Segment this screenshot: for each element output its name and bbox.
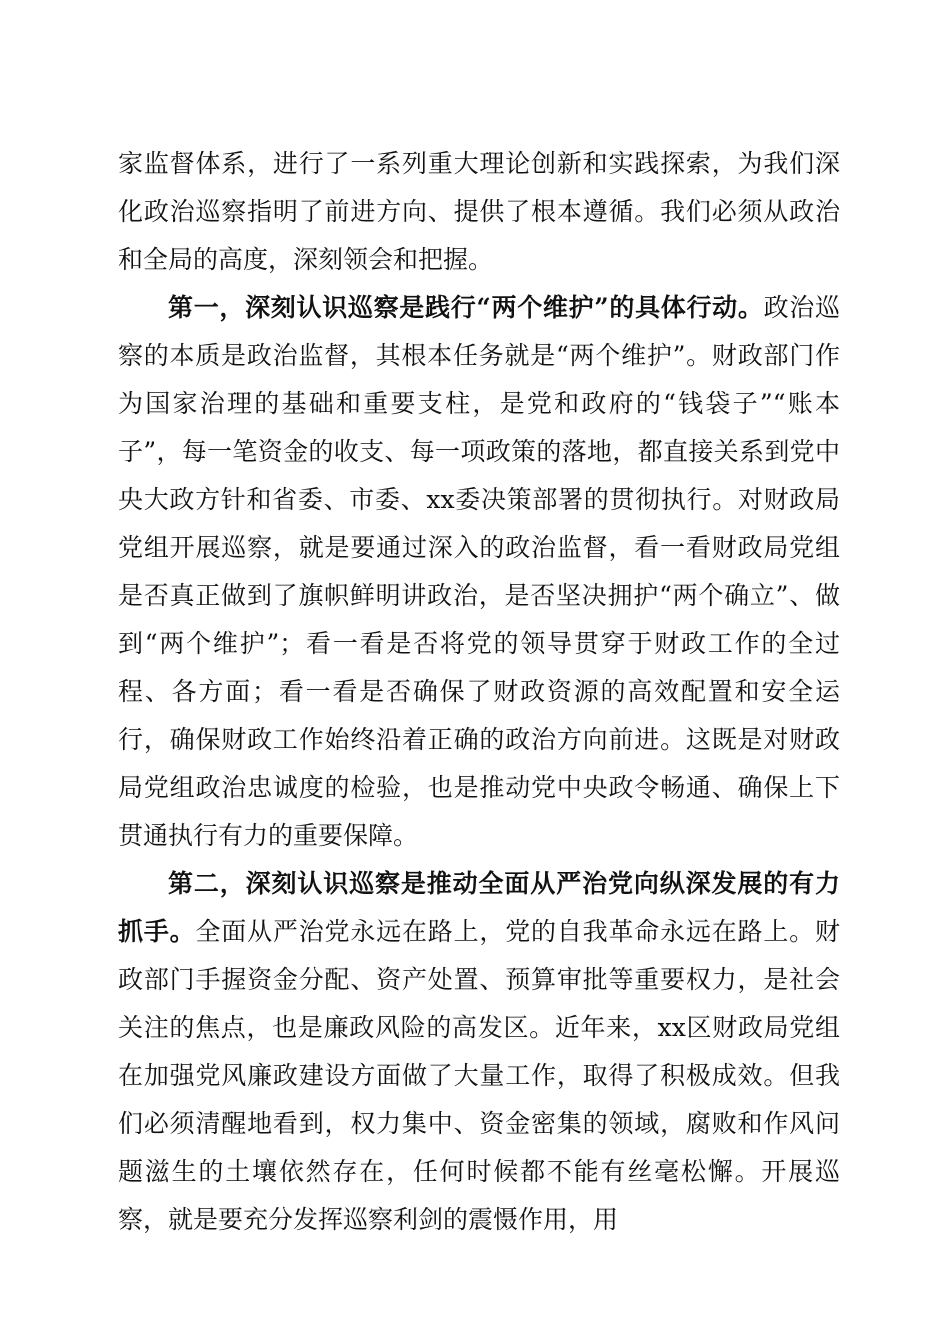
paragraph-second-point bbox=[118, 860, 840, 1244]
paragraph-heading: 第一，深刻认识巡察是践行“两个维护”的具体行动。 bbox=[168, 293, 764, 322]
paragraph-continuation bbox=[118, 140, 840, 284]
paragraph-text: 政治巡察的本质是政治监督，其根本任务就是“两个维护”。财政部门作为国家治理的基础和重要支柱，是党和政府的“钱袋子”“账本子”，每一笔资金的收支、每一项政策的落地，都直接关系到党中央大政方针和省委、市委、xx委决策部署的贯彻执行。对财政局党组开展巡察，就是要通过深入的政治监督，看一看财政局党组是否真正做到了旗帜鲜明讲政治，是否坚决拥护“两个确立”、做到“两个维护”；看一看是否将党的领导贯穿于财政工作的全过程、各方面；看一看是否确保了财政资源的高效配置和安全运行，确保财政工作始终沿着正确的政治方向前进。这既是对财政局党组政治忠诚度的检验，也是推动党中央政令畅通、确保上下贯通执行有力的重要保障。 bbox=[118, 293, 840, 850]
paragraph-first-point bbox=[118, 284, 840, 860]
paragraph-heading: 第二，深刻认识巡察是推动全面从严治党向纵深发展的有力抓手。 bbox=[118, 869, 840, 946]
paragraph-text: 全面从严治党永远在路上，党的自我革命永远在路上。财政部门手握资金分配、资产处置、预算审批等重要权力，是社会关注的焦点，也是廉政风险的高发区。近年来，xx区财政局党组在加强党风廉政建设方面做了大量工作，取得了积极成效。但我们必须清醒地看到，权力集中、资金密集的领域，腐败和作风问题滋生的土壤依然存在，任何时候都不能有丝毫松懈。开展巡察，就是要充分发挥巡察利剑的震慑作用，用 bbox=[118, 917, 840, 1234]
paragraph-text: 家监督体系，进行了一系列重大理论创新和实践探索，为我们深化政治巡察指明了前进方向、提供了根本遵循。我们必须从政治和全局的高度，深刻领会和把握。 bbox=[118, 149, 840, 274]
document-page bbox=[118, 140, 840, 1244]
